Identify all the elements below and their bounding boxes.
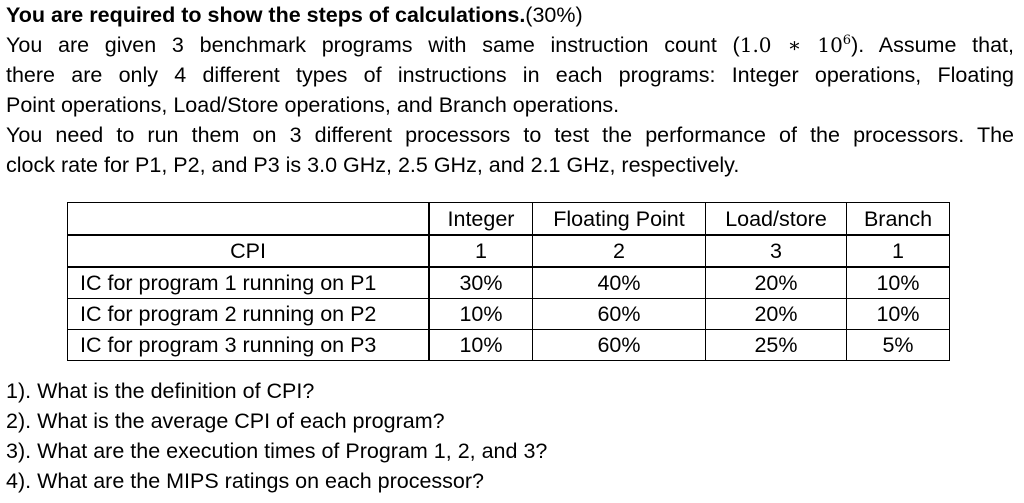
table-cell: 1 xyxy=(429,235,533,267)
table-cell: 10% xyxy=(429,330,533,361)
intro-line-1-prefix: You are given 3 benchmark programs with same instruction count ( xyxy=(6,33,740,57)
table-cell: 25% xyxy=(706,330,847,361)
table-cell: 1 xyxy=(847,235,950,267)
table-header-row xyxy=(68,203,950,236)
cpi-table xyxy=(67,202,950,361)
cpi-table-container xyxy=(67,202,950,361)
table-cell: 10% xyxy=(847,267,950,299)
table-header-cell: Integer xyxy=(429,203,533,236)
problem-page xyxy=(6,0,1018,180)
question-item: 4). What are the MIPS ratings on each processor? xyxy=(6,469,485,493)
table-header-cell: Floating Point xyxy=(533,203,706,236)
table-cell: CPI xyxy=(68,235,430,267)
table-cell: IC for program 2 running on P2 xyxy=(68,299,430,330)
table-cell: 3 xyxy=(706,235,847,267)
table-row xyxy=(68,299,950,330)
question-item: 1). What is the definition of CPI? xyxy=(6,379,315,403)
table-header-cell: Branch xyxy=(847,203,950,236)
table-header-cell xyxy=(68,203,430,236)
table-cell: 60% xyxy=(533,299,706,330)
math-exponent: 6 xyxy=(842,33,852,48)
intro-line-3: Point operations, Load/Store operations, and Branch operations. xyxy=(6,93,620,117)
intro-line-4: You need to run them on 3 different processors to test the performance of the processors. The xyxy=(6,123,1014,147)
table-row xyxy=(68,267,950,299)
intro-line-1 xyxy=(6,30,1014,60)
table-cell: 40% xyxy=(533,267,706,299)
intro-line-1-suffix: ). Assume that, xyxy=(851,33,1014,57)
table-header-cell: Load/store xyxy=(706,203,847,236)
heading-points: (30%) xyxy=(525,3,583,27)
question-item: 3). What are the execution times of Program 1, 2, and 3? xyxy=(6,439,548,463)
table-cell: IC for program 1 running on P1 xyxy=(68,267,430,299)
table-row-cpi xyxy=(68,235,950,267)
table-cell: 20% xyxy=(706,267,847,299)
problem-heading xyxy=(6,0,1018,30)
table-cell: 10% xyxy=(429,299,533,330)
table-cell: 20% xyxy=(706,299,847,330)
table-cell: IC for program 3 running on P3 xyxy=(68,330,430,361)
table-cell: 2 xyxy=(533,235,706,267)
heading-instruction: You are required to show the steps of calculations. xyxy=(6,3,526,27)
table-cell: 60% xyxy=(533,330,706,361)
question-list xyxy=(6,376,547,496)
table-cell: 5% xyxy=(847,330,950,361)
intro-line-5: clock rate for P1, P2, and P3 is 3.0 GHz, 2.5 GHz, and 2.1 GHz, respectively. xyxy=(6,153,740,177)
table-cell: 30% xyxy=(429,267,533,299)
question-item: 2). What is the average CPI of each program? xyxy=(6,409,445,433)
instruction-count-math xyxy=(740,33,851,57)
intro-line-2: there are only 4 different types of instructions in each programs: Integer operations, Floating xyxy=(6,63,1014,87)
table-cell: 10% xyxy=(847,299,950,330)
table-row xyxy=(68,330,950,361)
math-base: 1.0 ∗ 10 xyxy=(739,33,843,57)
